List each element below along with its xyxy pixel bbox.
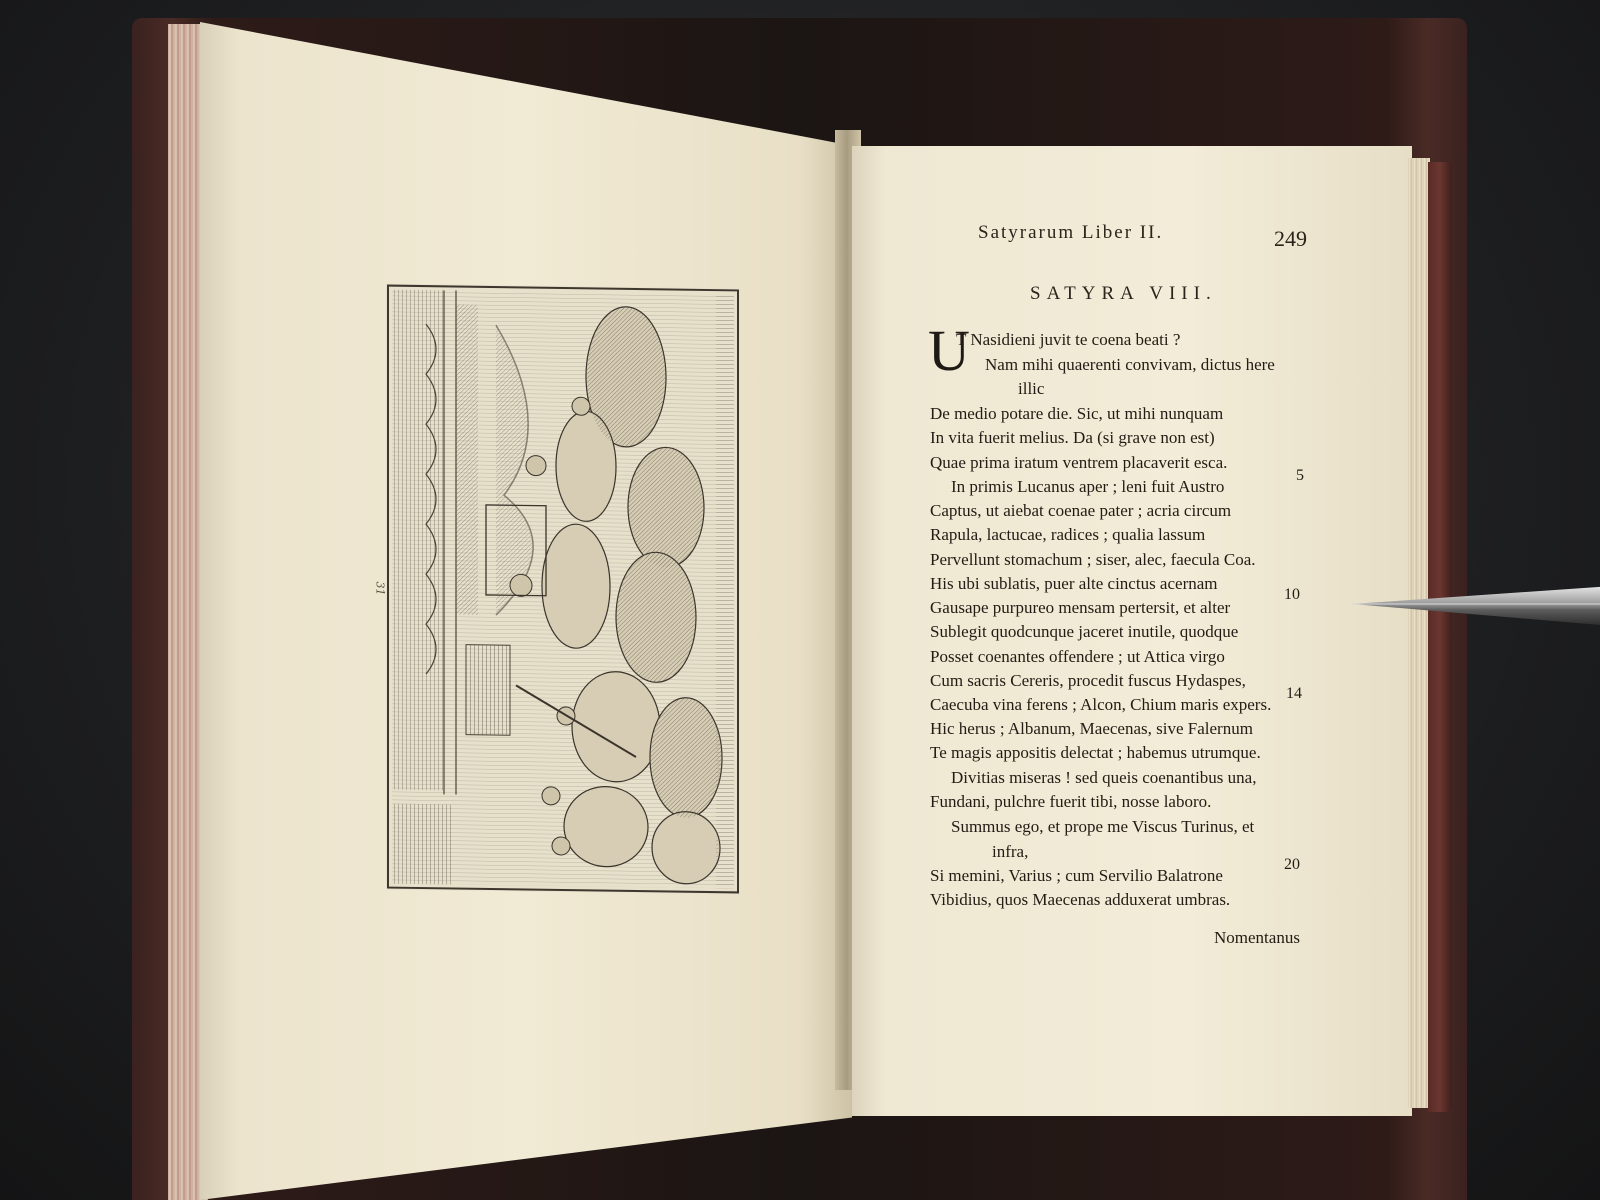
verse-line: Divitias miseras ! sed queis coenantibus una, bbox=[951, 768, 1257, 787]
verse-line: Caecuba vina ferens ; Alcon, Chium maris expers. bbox=[930, 695, 1272, 714]
verse-line: Si memini, Varius ; cum Servilio Balatrone bbox=[930, 866, 1223, 885]
verse-line: Captus, ut aiebat coenae pater ; acria circum bbox=[930, 501, 1232, 520]
right-page-edges bbox=[1408, 158, 1430, 1108]
verse-line: Summus ego, et prope me Viscus Turinus, et bbox=[951, 817, 1255, 836]
verse-line: Pervellunt stomachum ; siser, alec, faecula Coa. bbox=[930, 550, 1256, 569]
line-number: 10 bbox=[1284, 586, 1300, 603]
verse-line: Vibidius, quos Maecenas adduxerat umbras. bbox=[930, 890, 1231, 909]
verse-line: In vita fuerit melius. Da (si grave non est) bbox=[930, 428, 1215, 447]
verse-line: Fundani, pulchre fuerit tibi, nosse laboro. bbox=[930, 792, 1212, 811]
verse-line: Te magis appositis delectat ; habemus utrumque. bbox=[930, 743, 1261, 762]
engraving-plate bbox=[386, 284, 740, 895]
verse-line: infra, bbox=[992, 842, 1029, 861]
verse-line: illic bbox=[1018, 379, 1045, 398]
verse-line: Rapula, lactucae, radices ; qualia lassum bbox=[930, 525, 1206, 544]
satire-title: SATYRA VIII. bbox=[1030, 283, 1217, 304]
verse-line: Quae prima iratum ventrem placaverit esca. bbox=[930, 453, 1228, 472]
verse-line: Gausape purpureo mensam pertersit, et alter bbox=[930, 598, 1231, 617]
verse-line: Nam mihi quaerenti convivam, dictus here bbox=[985, 355, 1275, 374]
drop-cap: U bbox=[928, 318, 970, 383]
verse-line: His ubi sublatis, puer alte cinctus acernam bbox=[930, 574, 1218, 593]
line-number: 20 bbox=[1284, 856, 1300, 873]
verse-line: T Nasidieni juvit te coena beati ? bbox=[956, 330, 1181, 349]
catchword: Nomentanus bbox=[1214, 928, 1300, 947]
verse-line: Posset coenantes offendere ; ut Attica virgo bbox=[930, 647, 1225, 666]
right-cover-edge bbox=[1428, 162, 1452, 1112]
page-number: 249 bbox=[1274, 226, 1307, 251]
verse-line: In primis Lucanus aper ; leni fuit Austro bbox=[951, 477, 1225, 496]
running-head: Satyrarum Liber II. bbox=[978, 222, 1164, 243]
verse-line: Sublegit quodcunque jaceret inutile, quodque bbox=[930, 622, 1239, 641]
engraving-illustration bbox=[386, 284, 740, 895]
verse-line: Hic herus ; Albanum, Maecenas, sive Falernum bbox=[930, 719, 1253, 738]
verse-line: De medio potare die. Sic, ut mihi nunquam bbox=[930, 404, 1224, 423]
line-number: 5 bbox=[1296, 467, 1304, 484]
knife-blade bbox=[1352, 582, 1600, 630]
plate-number: 31 bbox=[373, 581, 387, 596]
verse-line: Cum sacris Cereris, procedit fuscus Hydaspes, bbox=[930, 671, 1246, 690]
line-number: 14 bbox=[1286, 685, 1302, 702]
